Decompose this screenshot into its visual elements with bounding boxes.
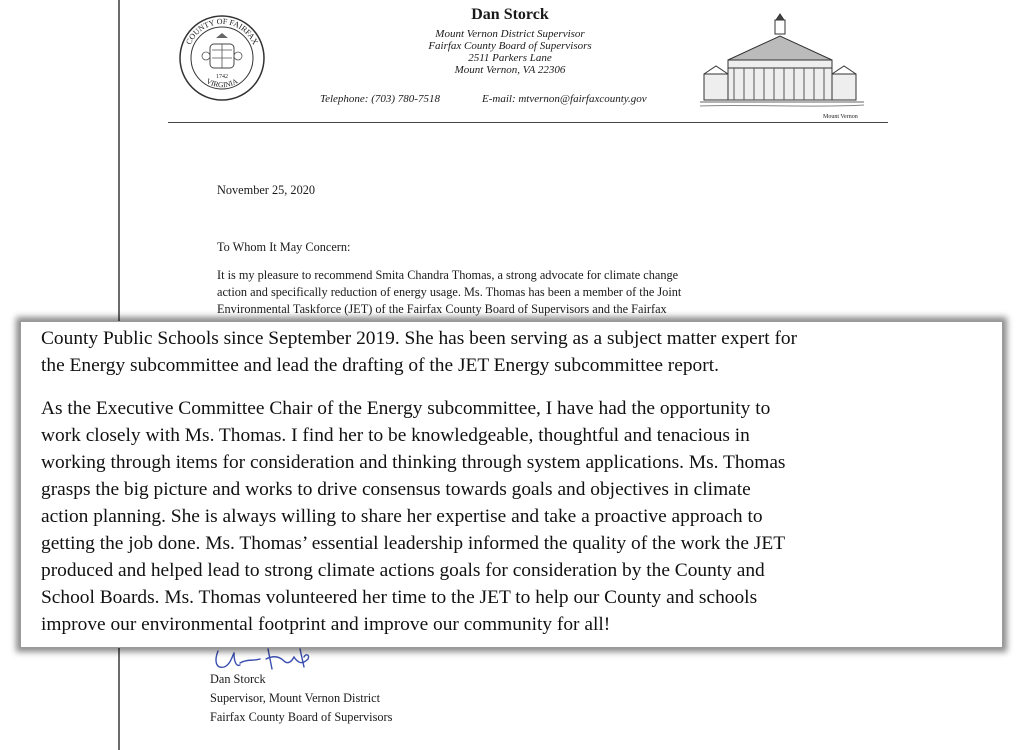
- zoom-p2-line-1: As the Executive Committee Chair of the Energy subcommittee, I have had the opportunity to: [41, 398, 771, 419]
- zoom-p2-line-7: produced and helped lead to strong climate actions goals for consideration by the County and: [41, 560, 765, 581]
- seal-bottom-text: VIRGINIA: [204, 76, 240, 90]
- letterhead-board: Fairfax County Board of Supervisors: [428, 40, 592, 52]
- letterhead-divider: [168, 122, 888, 123]
- zoom-p2-line-6: getting the job done. Ms. Thomas’ essential leadership informed the quality of the work the JET: [41, 533, 786, 554]
- signature-board: Fairfax County Board of Supervisors: [210, 710, 393, 724]
- letter-salutation: To Whom It May Concern:: [217, 240, 351, 254]
- signature-name: Dan Storck: [210, 672, 266, 686]
- zoom-p1-line-1: County Public Schools since September 2019. She has been serving as a subject matter expert for: [41, 328, 798, 349]
- zoom-p1-line-2: the Energy subcommittee and lead the drafting of the JET Energy subcommittee report.: [41, 355, 719, 376]
- letter-date: November 25, 2020: [217, 183, 316, 197]
- county-seal-logo: [178, 14, 266, 102]
- intro-line-1: It is my pleasure to recommend Smita Chandra Thomas, a strong advocate for climate change: [217, 268, 679, 282]
- seal-year: 1742: [216, 74, 228, 80]
- zoom-p2-line-2: work closely with Ms. Thomas. I find her to be knowledgeable, thoughtful and tenacious in: [41, 425, 750, 446]
- letterhead-street: 2511 Parkers Lane: [468, 52, 552, 64]
- mount-vernon-house-image: [698, 12, 868, 122]
- letterhead-email: E-mail: mtvernon@fairfaxcounty.gov: [482, 93, 647, 105]
- intro-line-2: action and specifically reduction of energy usage. Ms. Thomas has been a member of the Joint: [217, 285, 682, 299]
- zoom-p2-line-5: action planning. She is always willing to share her expertise and take a proactive approach to: [41, 506, 763, 527]
- house-caption: Mount Vernon: [823, 114, 858, 120]
- letterhead-title: Mount Vernon District Supervisor: [435, 28, 585, 40]
- intro-line-3: Environmental Taskforce (JET) of the Fairfax County Board of Supervisors and the Fairfax: [217, 302, 667, 316]
- letterhead-telephone: Telephone: (703) 780-7518: [320, 93, 440, 105]
- zoom-p2-line-4: grasps the big picture and works to drive consensus towards goals and objectives in climate: [41, 479, 751, 500]
- zoom-p2-line-3: working through items for consideration and thinking through system applications. Ms. Thomas: [41, 452, 786, 473]
- signature-role: Supervisor, Mount Vernon District: [210, 691, 381, 705]
- zoom-p2-line-9: improve our environmental footprint and improve our community for all!: [41, 614, 611, 635]
- letterhead-name: Dan Storck: [471, 6, 549, 23]
- seal-top-text: COUNTY OF FAIRFAX: [184, 16, 260, 47]
- letterhead-city: Mount Vernon, VA 22306: [454, 64, 566, 76]
- zoom-p2-line-8: School Boards. Ms. Thomas volunteered her time to the JET to help our County and schools: [41, 587, 758, 608]
- magnified-excerpt-panel: [20, 321, 1003, 648]
